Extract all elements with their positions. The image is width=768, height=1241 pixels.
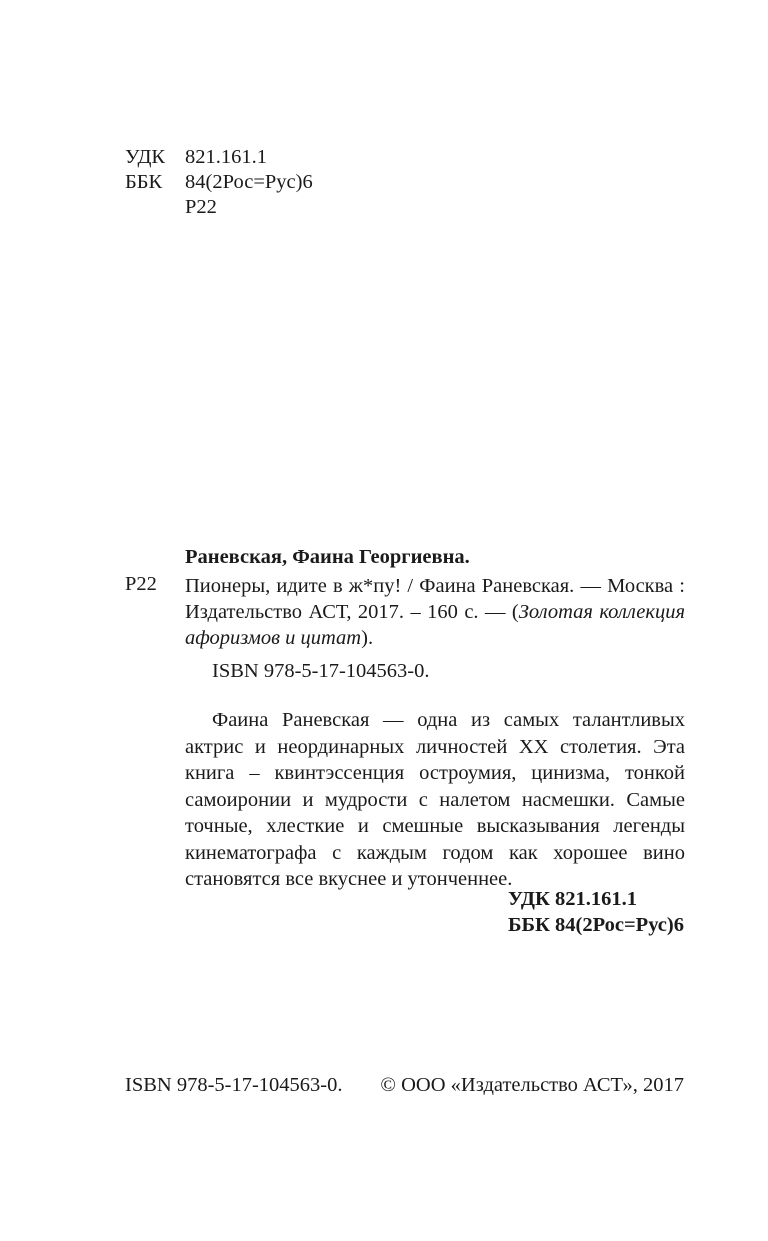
copyright-notice: © ООО «Издательство АСТ», 2017: [380, 1074, 684, 1096]
card-isbn: ISBN 978-5-17-104563-0.: [212, 660, 430, 682]
bbk-label: ББК: [125, 171, 163, 193]
series-name: Золотая коллекция афоризмов и цитат: [185, 601, 685, 649]
bibliographic-description: [185, 573, 685, 651]
card-code: Р22: [125, 573, 157, 595]
card-author: Раневская, Фаина Георгиевна.: [185, 546, 470, 568]
author-code: Р22: [185, 196, 217, 218]
annotation-text: Фаина Раневская — одна из самых талантливых актрис и неординарных личностей XX столетия. Эта книга – квинтэссенция остроумия, цинизма, тонкой самоиронии и мудрости с налетом насмешки. Самые точные, хлесткие и смешные высказывания легенды кинематографа с каждым годом как хорошее вино становятся все вкуснее и утонченнее.: [185, 709, 685, 890]
annotation-udk: УДК 821.161.1: [507, 888, 638, 910]
title-text: Пионеры, идите в ж*пу! / Фаина Раневская. — Москва : Издательство АСТ, 2017. – 160 с. — (: [185, 575, 685, 623]
title-end: ).: [361, 627, 374, 649]
bbk-value: 84(2Рос=Рус)6: [185, 171, 313, 193]
udk-value: 821.161.1: [185, 146, 267, 168]
annotation-bbk: ББК 84(2Рос=Рус)6: [507, 914, 684, 936]
footer-isbn: ISBN 978-5-17-104563-0.: [125, 1074, 343, 1096]
udk-label: УДК: [125, 146, 166, 168]
annotation-codes: [508, 886, 684, 938]
